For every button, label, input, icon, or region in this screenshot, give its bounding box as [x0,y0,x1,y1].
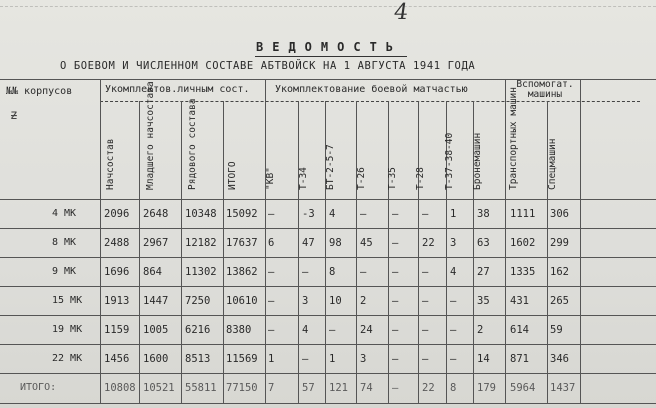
table-cell: 1335 [510,266,536,278]
table-cell: 1437 [550,382,576,394]
table-cell: 11302 [185,266,217,278]
table-row [0,345,656,375]
row-label: 19 МК [52,324,83,335]
document-title: ВЕДОМОСТЬ [256,40,403,54]
row-label: ИТОГО: [20,382,57,393]
table-row [0,229,656,259]
column-header-label: Младшего начсостава [145,81,156,190]
table-cell: – [422,208,429,220]
table-cell: 6 [268,237,275,249]
table-cell: 8513 [185,353,211,365]
table-cell: 22 [422,237,435,249]
table-cell: – [450,295,457,307]
pen-mark: ƶ [10,108,18,123]
column-header-label: Спецмашин [547,138,558,190]
table-cell: 2967 [143,237,169,249]
table-cell: 1159 [104,324,130,336]
table-total-row [0,374,656,404]
table-cell: 45 [360,237,373,249]
table-cell: 1111 [510,208,536,220]
table-cell: 864 [143,266,162,278]
table-cell: – [329,324,336,336]
table-cell: 38 [477,208,490,220]
table-cell: – [392,237,399,249]
table-cell: 3 [450,237,457,249]
table-cell: 59 [550,324,563,336]
table-cell: 3 [360,353,367,365]
table-cell: 63 [477,237,490,249]
table-cell: – [422,324,429,336]
table-cell: 57 [302,382,315,394]
header-personnel-group: Укомплектов.личным сост. [105,84,250,95]
table-row [0,287,656,317]
header-auxiliary-group: Вспомогат. машины [516,79,574,100]
table-cell: 7250 [185,295,211,307]
table-cell: – [268,208,275,220]
table-cell: 55811 [185,382,217,394]
table-cell: 24 [360,324,373,336]
table-cell: – [392,353,399,365]
table-cell: 162 [550,266,569,278]
document-subtitle: О БОЕВОМ И ЧИСЛЕННОМ СОСТАВЕ АБТВОЙСК НА 1 АВГУСТА 1941 ГОДА [60,60,476,72]
table-cell: 2648 [143,208,169,220]
table-cell: 74 [360,382,373,394]
table-cell: 346 [550,353,569,365]
table-cell: 1 [329,353,336,365]
row-label: 8 МК [52,237,77,248]
column-header-label: Бронемашин [472,132,483,190]
table-cell: 15092 [226,208,258,220]
table-cell: – [268,266,275,278]
table-cell: 2 [477,324,484,336]
table-cell: 8 [450,382,457,394]
table-cell: – [422,353,429,365]
header-corps: №№ корпусов [6,86,73,97]
table-cell: 77150 [226,382,258,394]
table-cell: 2488 [104,237,130,249]
table-cell: 265 [550,295,569,307]
table-cell: 10 [329,295,342,307]
table-cell: – [392,295,399,307]
table-cell: 1447 [143,295,169,307]
column-header-label: Начсостав [105,138,116,190]
table-cell: 17637 [226,237,258,249]
column-header-label: Т-35 [387,167,398,190]
table-cell: 1 [450,208,457,220]
row-label: 4 МК [52,208,77,219]
table-cell: 2 [360,295,367,307]
table-cell: – [392,324,399,336]
column-header-label: Т-28 [415,167,426,190]
table-cell: 10348 [185,208,217,220]
table-cell: – [422,266,429,278]
table-cell: – [268,295,275,307]
table-row [0,200,656,230]
header-equipment-group: Укомплектование боевой матчастью [275,84,468,95]
row-label: 22 МК [52,353,83,364]
table-cell: 6216 [185,324,211,336]
table-cell: – [392,208,399,220]
table-cell: 14 [477,353,490,365]
table-cell: 306 [550,208,569,220]
table-cell: 1456 [104,353,130,365]
row-label: 15 МК [52,295,83,306]
table-cell: – [392,382,399,394]
table-cell: 5964 [510,382,536,394]
table-cell: 299 [550,237,569,249]
column-header-label: Транспортных машин [508,87,519,190]
column-header-label: БТ-2-5-7 [325,144,336,190]
table-cell: 4 [450,266,457,278]
table-cell: 431 [510,295,529,307]
table-cell: 3 [302,295,309,307]
table-cell: 13862 [226,266,258,278]
row-label: 9 МК [52,266,77,277]
column-header-label: Рядового состава [187,98,198,190]
table-cell: 8380 [226,324,252,336]
table-cell: 10521 [143,382,175,394]
table-cell: – [302,353,309,365]
table-cell: 7 [268,382,275,394]
table-cell: 12182 [185,237,217,249]
table-cell: 1602 [510,237,536,249]
table-cell: – [302,266,309,278]
table-cell: 10610 [226,295,258,307]
table-cell: 121 [329,382,348,394]
column-header-label: Т-26 [356,167,367,190]
column-header-label: Т-37-38-40 [444,132,455,190]
column-header-label: ИТОГО [227,161,238,190]
table-cell: – [450,324,457,336]
table-cell: 47 [302,237,315,249]
table-cell: – [360,208,367,220]
table-cell: 22 [422,382,435,394]
table-cell: 8 [329,266,336,278]
table-cell: 1913 [104,295,130,307]
table-cell: – [422,295,429,307]
table-cell: 4 [302,324,309,336]
table-cell: 4 [329,208,336,220]
table-cell: 35 [477,295,490,307]
table-row [0,258,656,288]
table-cell: 1 [268,353,275,365]
table-cell: -3 [302,208,315,220]
column-header-label: Т-34 [298,167,309,190]
table-row [0,316,656,346]
table-cell: – [392,266,399,278]
table-cell: 2096 [104,208,130,220]
table-cell: – [360,266,367,278]
table-cell: – [450,353,457,365]
table-cell: 27 [477,266,490,278]
table-cell: 871 [510,353,529,365]
table-cell: 614 [510,324,529,336]
table-cell: 10808 [104,382,136,394]
table-cell: 1600 [143,353,169,365]
column-header-label: "КВ" [265,167,276,190]
table-cell: 98 [329,237,342,249]
page-number: 4 [392,0,410,25]
table-cell: 1005 [143,324,169,336]
table-cell: 179 [477,382,496,394]
table-cell: 11569 [226,353,258,365]
table-cell: 1696 [104,266,130,278]
table-cell: – [268,324,275,336]
